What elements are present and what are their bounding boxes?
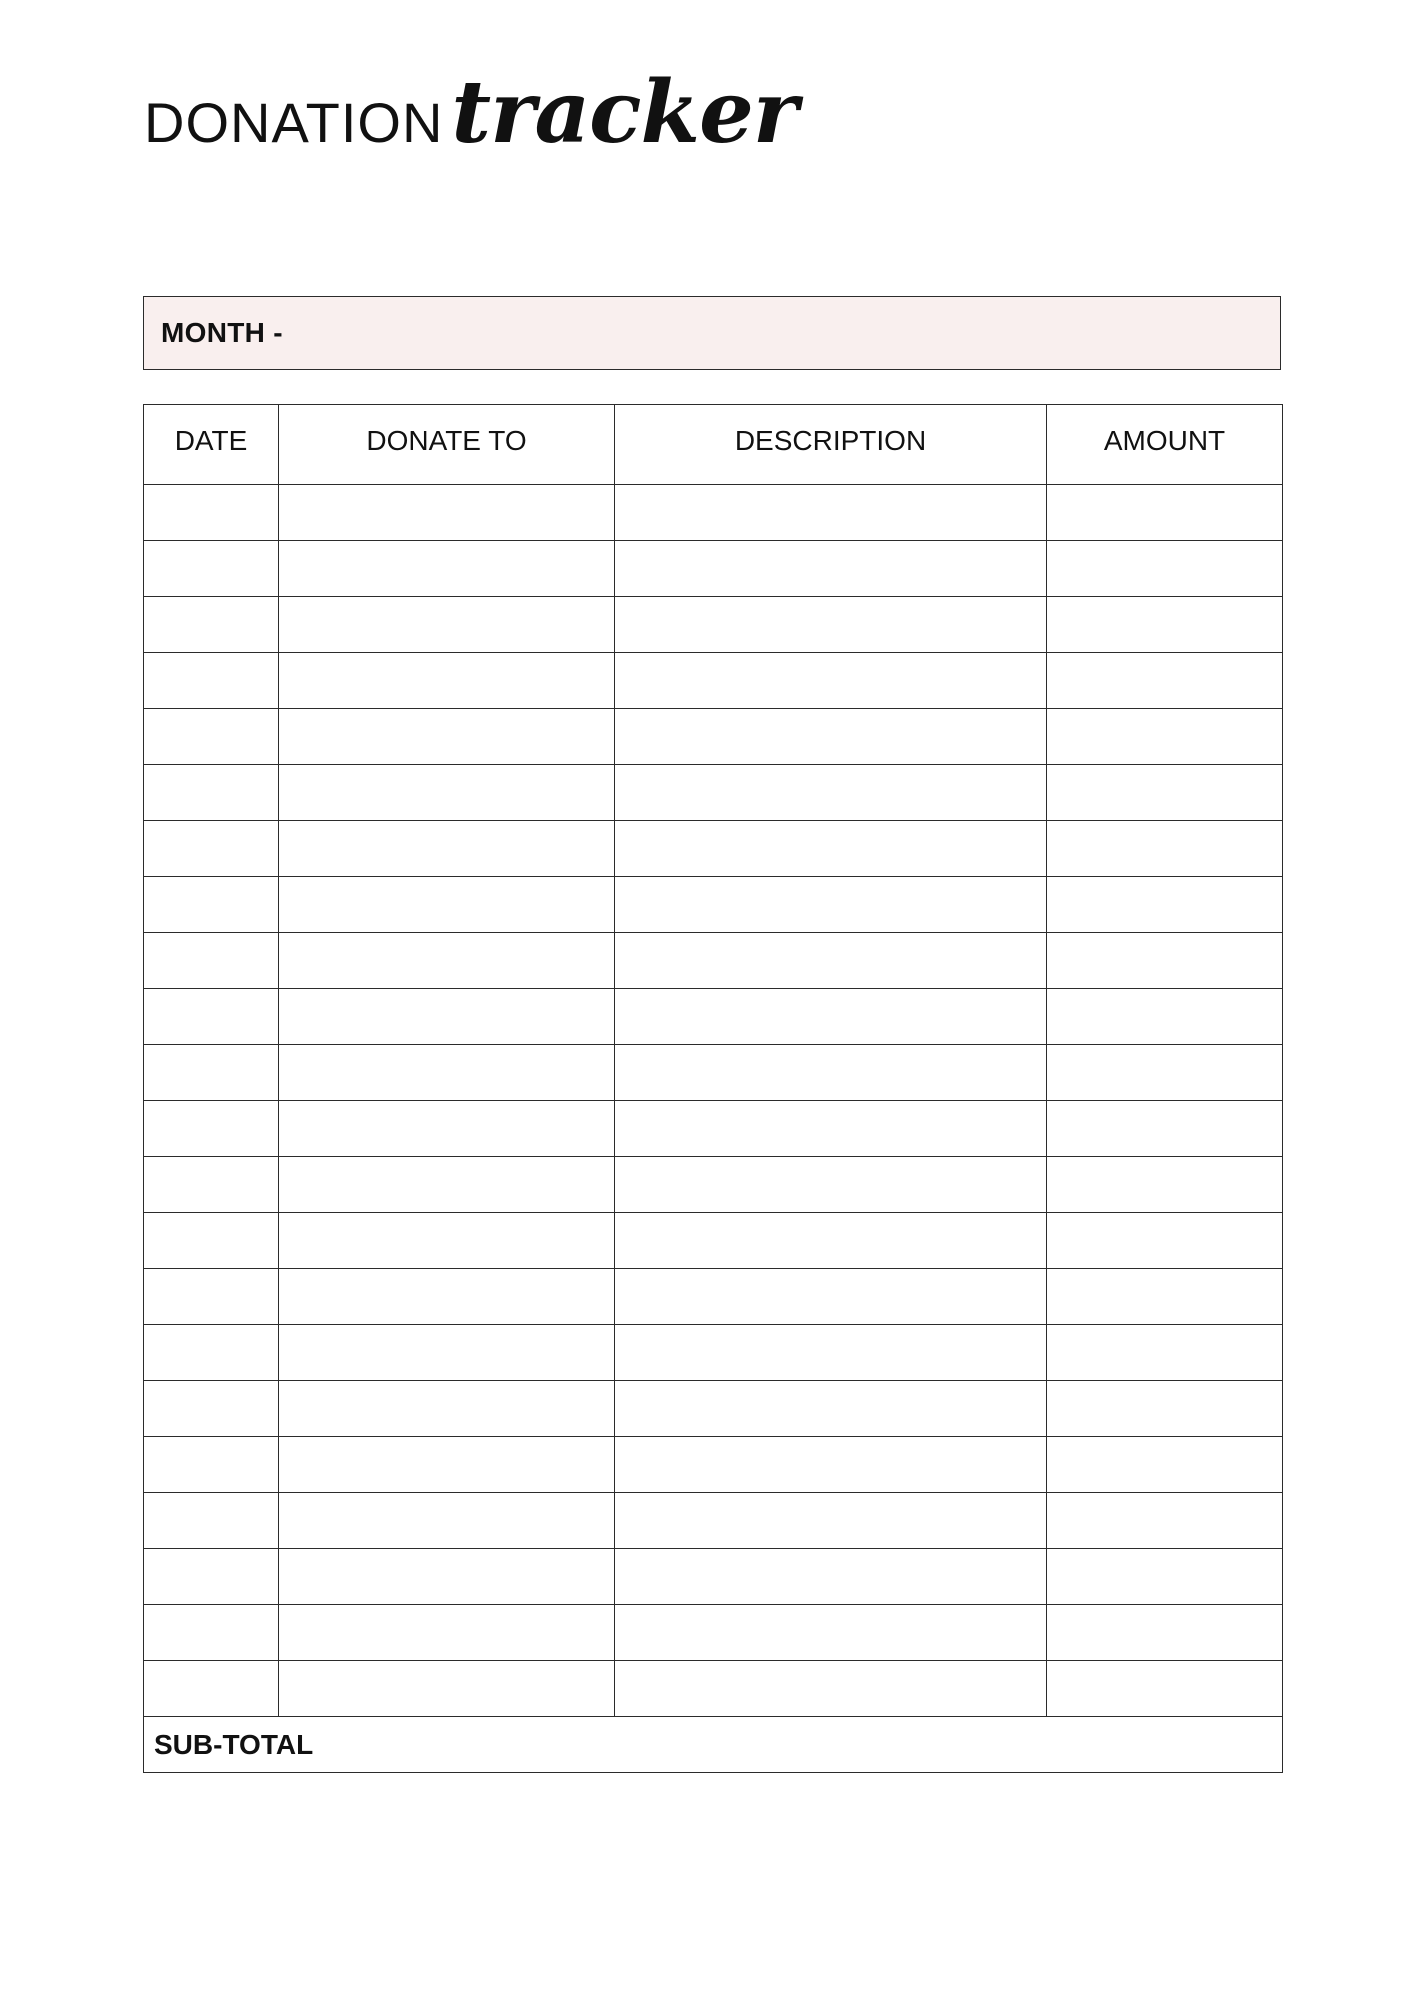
date-cell[interactable] bbox=[144, 1549, 279, 1605]
amount-cell[interactable] bbox=[1047, 1437, 1283, 1493]
table-row bbox=[144, 597, 1283, 653]
description-cell[interactable] bbox=[615, 765, 1047, 821]
date-cell[interactable] bbox=[144, 597, 279, 653]
donate-to-cell[interactable] bbox=[279, 1381, 615, 1437]
subtotal-row bbox=[144, 1717, 1283, 1773]
description-cell[interactable] bbox=[615, 1045, 1047, 1101]
amount-cell[interactable] bbox=[1047, 989, 1283, 1045]
amount-cell[interactable] bbox=[1047, 1381, 1283, 1437]
description-cell[interactable] bbox=[615, 1213, 1047, 1269]
table-row bbox=[144, 485, 1283, 541]
description-cell[interactable] bbox=[615, 933, 1047, 989]
donate-to-cell[interactable] bbox=[279, 1549, 615, 1605]
date-cell[interactable] bbox=[144, 1157, 279, 1213]
table-row bbox=[144, 1269, 1283, 1325]
table-row bbox=[144, 709, 1283, 765]
column-header-amount: AMOUNT bbox=[1047, 405, 1283, 485]
donate-to-cell[interactable] bbox=[279, 877, 615, 933]
date-cell[interactable] bbox=[144, 541, 279, 597]
date-cell[interactable] bbox=[144, 765, 279, 821]
date-cell[interactable] bbox=[144, 1493, 279, 1549]
table-row bbox=[144, 1157, 1283, 1213]
table-row bbox=[144, 1493, 1283, 1549]
amount-cell[interactable] bbox=[1047, 653, 1283, 709]
description-cell[interactable] bbox=[615, 709, 1047, 765]
amount-cell[interactable] bbox=[1047, 597, 1283, 653]
date-cell[interactable] bbox=[144, 1437, 279, 1493]
table-row bbox=[144, 1101, 1283, 1157]
donate-to-cell[interactable] bbox=[279, 1325, 615, 1381]
amount-cell[interactable] bbox=[1047, 877, 1283, 933]
donate-to-cell[interactable] bbox=[279, 821, 615, 877]
title-word: DONATION bbox=[144, 91, 444, 154]
table-row bbox=[144, 765, 1283, 821]
amount-cell[interactable] bbox=[1047, 1493, 1283, 1549]
date-cell[interactable] bbox=[144, 485, 279, 541]
column-header-donate-to: DONATE TO bbox=[279, 405, 615, 485]
amount-cell[interactable] bbox=[1047, 1101, 1283, 1157]
date-cell[interactable] bbox=[144, 933, 279, 989]
date-cell[interactable] bbox=[144, 1661, 279, 1717]
description-cell[interactable] bbox=[615, 821, 1047, 877]
donate-to-cell[interactable] bbox=[279, 485, 615, 541]
donate-to-cell[interactable] bbox=[279, 1045, 615, 1101]
table-row bbox=[144, 1325, 1283, 1381]
amount-cell[interactable] bbox=[1047, 933, 1283, 989]
donate-to-cell[interactable] bbox=[279, 597, 615, 653]
amount-cell[interactable] bbox=[1047, 1157, 1283, 1213]
date-cell[interactable] bbox=[144, 1269, 279, 1325]
donate-to-cell[interactable] bbox=[279, 989, 615, 1045]
amount-cell[interactable] bbox=[1047, 821, 1283, 877]
description-cell[interactable] bbox=[615, 877, 1047, 933]
donate-to-cell[interactable] bbox=[279, 653, 615, 709]
donate-to-cell[interactable] bbox=[279, 1101, 615, 1157]
table-row bbox=[144, 1549, 1283, 1605]
amount-cell[interactable] bbox=[1047, 1045, 1283, 1101]
page-title bbox=[144, 62, 798, 200]
date-cell[interactable] bbox=[144, 1045, 279, 1101]
donate-to-cell[interactable] bbox=[279, 1661, 615, 1717]
description-cell[interactable] bbox=[615, 1269, 1047, 1325]
description-cell[interactable] bbox=[615, 1101, 1047, 1157]
donation-table bbox=[143, 404, 1283, 1773]
column-header-date: DATE bbox=[144, 405, 279, 485]
table-row bbox=[144, 1605, 1283, 1661]
date-cell[interactable] bbox=[144, 1101, 279, 1157]
date-cell[interactable] bbox=[144, 653, 279, 709]
donate-to-cell[interactable] bbox=[279, 1493, 615, 1549]
description-cell[interactable] bbox=[615, 541, 1047, 597]
amount-cell[interactable] bbox=[1047, 541, 1283, 597]
donate-to-cell[interactable] bbox=[279, 933, 615, 989]
donate-to-cell[interactable] bbox=[279, 1213, 615, 1269]
donate-to-cell[interactable] bbox=[279, 541, 615, 597]
title-script: tracker bbox=[451, 62, 798, 163]
amount-cell[interactable] bbox=[1047, 1213, 1283, 1269]
table-row bbox=[144, 653, 1283, 709]
date-cell[interactable] bbox=[144, 1325, 279, 1381]
donate-to-cell[interactable] bbox=[279, 1437, 615, 1493]
donate-to-cell[interactable] bbox=[279, 765, 615, 821]
amount-cell[interactable] bbox=[1047, 1325, 1283, 1381]
table-row bbox=[144, 1661, 1283, 1717]
month-field[interactable] bbox=[143, 296, 1281, 370]
description-cell[interactable] bbox=[615, 653, 1047, 709]
description-cell[interactable] bbox=[615, 1493, 1047, 1549]
date-cell[interactable] bbox=[144, 709, 279, 765]
description-cell[interactable] bbox=[615, 1157, 1047, 1213]
description-cell[interactable] bbox=[615, 1381, 1047, 1437]
description-cell[interactable] bbox=[615, 1661, 1047, 1717]
column-header-description: DESCRIPTION bbox=[615, 405, 1047, 485]
amount-cell[interactable] bbox=[1047, 1605, 1283, 1661]
date-cell[interactable] bbox=[144, 821, 279, 877]
donate-to-cell[interactable] bbox=[279, 1605, 615, 1661]
table-row bbox=[144, 989, 1283, 1045]
date-cell[interactable] bbox=[144, 1381, 279, 1437]
description-cell[interactable] bbox=[615, 1437, 1047, 1493]
amount-cell[interactable] bbox=[1047, 1549, 1283, 1605]
donate-to-cell[interactable] bbox=[279, 1157, 615, 1213]
description-cell[interactable] bbox=[615, 1605, 1047, 1661]
date-cell[interactable] bbox=[144, 1605, 279, 1661]
amount-cell[interactable] bbox=[1047, 485, 1283, 541]
date-cell[interactable] bbox=[144, 989, 279, 1045]
table-row bbox=[144, 821, 1283, 877]
amount-cell[interactable] bbox=[1047, 1661, 1283, 1717]
description-cell[interactable] bbox=[615, 989, 1047, 1045]
amount-cell[interactable] bbox=[1047, 709, 1283, 765]
table-row bbox=[144, 1213, 1283, 1269]
table-row bbox=[144, 1045, 1283, 1101]
description-cell[interactable] bbox=[615, 1549, 1047, 1605]
amount-cell[interactable] bbox=[1047, 1269, 1283, 1325]
table-row bbox=[144, 933, 1283, 989]
donate-to-cell[interactable] bbox=[279, 1269, 615, 1325]
description-cell[interactable] bbox=[615, 597, 1047, 653]
date-cell[interactable] bbox=[144, 877, 279, 933]
table-row bbox=[144, 877, 1283, 933]
table-row bbox=[144, 1437, 1283, 1493]
month-label: MONTH - bbox=[161, 317, 283, 348]
donate-to-cell[interactable] bbox=[279, 709, 615, 765]
date-cell[interactable] bbox=[144, 1213, 279, 1269]
table-header-row bbox=[144, 405, 1283, 485]
description-cell[interactable] bbox=[615, 485, 1047, 541]
table-row bbox=[144, 541, 1283, 597]
subtotal-label[interactable]: SUB-TOTAL bbox=[144, 1717, 1283, 1773]
table-row bbox=[144, 1381, 1283, 1437]
description-cell[interactable] bbox=[615, 1325, 1047, 1381]
amount-cell[interactable] bbox=[1047, 765, 1283, 821]
